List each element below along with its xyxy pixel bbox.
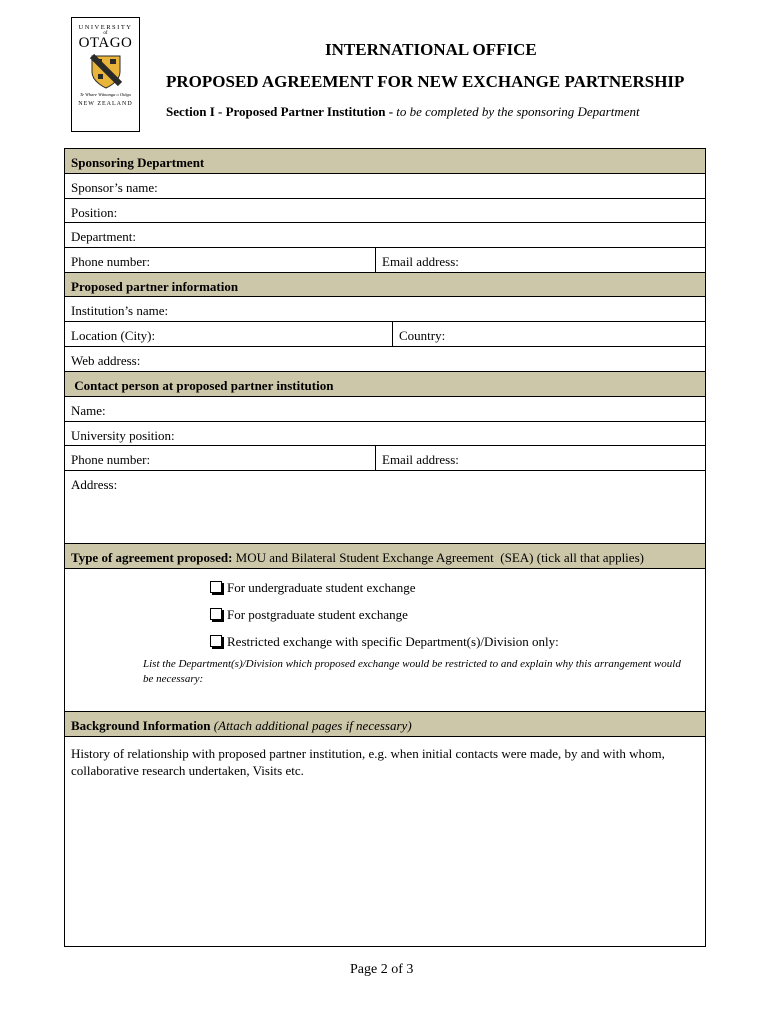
page-number: Page 2 of 3 [350, 962, 414, 977]
postgraduate-exchange-label: For postgraduate student exchange [227, 607, 408, 622]
background-info-heading [71, 718, 412, 734]
agreement-form [64, 148, 706, 947]
section-label: Section I - Proposed Partner Institution - [166, 104, 397, 119]
logo-country-text: NEW ZEALAND [78, 101, 133, 107]
contact-email-label: Email address: [382, 452, 459, 467]
checkbox-icon[interactable] [210, 635, 222, 647]
relationship-history-prompt[interactable]: History of relationship with proposed partner institution, e.g. when initial contacts were made, by and with whom, collaborative research undertaken, Visits etc. [71, 746, 665, 778]
agreement-type-header [65, 544, 705, 569]
address-label: Address: [71, 477, 118, 492]
department-label: Department: [71, 229, 136, 244]
logo-university-text: UNIVERSITY [78, 24, 133, 31]
contact-person-header [65, 372, 705, 397]
logo-motto: Te Whare Wānanga o Otāgo [79, 92, 132, 97]
institution-name-label: Institution’s name: [71, 303, 169, 318]
form-title: PROPOSED AGREEMENT FOR NEW EXCHANGE PARTNERSHIP [166, 72, 685, 91]
office-title: INTERNATIONAL OFFICE [325, 40, 537, 59]
checkbox-icon[interactable] [210, 581, 222, 593]
university-position-label: University position: [71, 428, 175, 443]
restricted-exchange-option[interactable] [210, 634, 559, 650]
restricted-exchange-note: List the Department(s)/Division which proposed exchange would be restricted to and explain why this arrangement would be necessary: [143, 658, 681, 685]
restricted-exchange-label: Restricted exchange with specific Department(s)/Division only: [227, 634, 559, 649]
sponsor-name-label: Sponsor’s name: [71, 180, 158, 195]
logo-of-text: of [103, 31, 108, 36]
background-info-label: Background Information [71, 718, 211, 733]
sponsor-name-field[interactable] [65, 174, 705, 199]
contact-name-label: Name: [71, 403, 106, 418]
undergraduate-exchange-label: For undergraduate student exchange [227, 580, 416, 595]
logo-name-text: OTAGO [78, 35, 133, 51]
institution-name-field[interactable] [65, 297, 705, 322]
column-divider [375, 446, 376, 470]
column-divider [375, 248, 376, 272]
web-address-label: Web address: [71, 353, 141, 368]
position-label: Position: [71, 205, 118, 220]
agreement-type-heading [71, 550, 644, 566]
crest-icon [90, 54, 122, 90]
checkbox-icon[interactable] [210, 608, 222, 620]
address-field[interactable] [65, 471, 705, 544]
postgraduate-exchange-option[interactable] [210, 607, 408, 623]
web-address-field[interactable] [65, 347, 705, 372]
agreement-type-label: Type of agreement proposed: [71, 550, 233, 565]
contact-phone-row [65, 446, 705, 471]
university-logo [71, 17, 140, 132]
sponsor-contact-row [65, 248, 705, 273]
sponsoring-department-heading: Sponsoring Department [71, 155, 205, 170]
undergraduate-exchange-option[interactable] [210, 580, 416, 596]
university-position-field[interactable] [65, 422, 705, 446]
agreement-type-description: MOU and Bilateral Student Exchange Agreement (SEA) (tick all that applies) [232, 550, 644, 565]
country-label: Country: [399, 328, 446, 343]
sponsoring-department-header [65, 149, 705, 174]
background-info-header [65, 712, 705, 737]
contact-name-field[interactable] [65, 397, 705, 422]
department-field[interactable] [65, 223, 705, 248]
contact-person-heading: Contact person at proposed partner institution [71, 378, 334, 393]
contact-phone-label: Phone number: [71, 452, 151, 467]
section-instruction: to be completed by the sponsoring Department [396, 104, 640, 119]
sponsor-phone-label: Phone number: [71, 254, 151, 269]
partner-info-header [65, 273, 705, 297]
section-heading [166, 104, 640, 120]
location-row [65, 322, 705, 347]
sponsor-email-label: Email address: [382, 254, 459, 269]
partner-info-heading: Proposed partner information [71, 279, 239, 294]
background-info-instruction: (Attach additional pages if necessary) [210, 718, 412, 733]
position-field[interactable] [65, 199, 705, 223]
location-label: Location (City): [71, 328, 156, 343]
column-divider [392, 322, 393, 346]
